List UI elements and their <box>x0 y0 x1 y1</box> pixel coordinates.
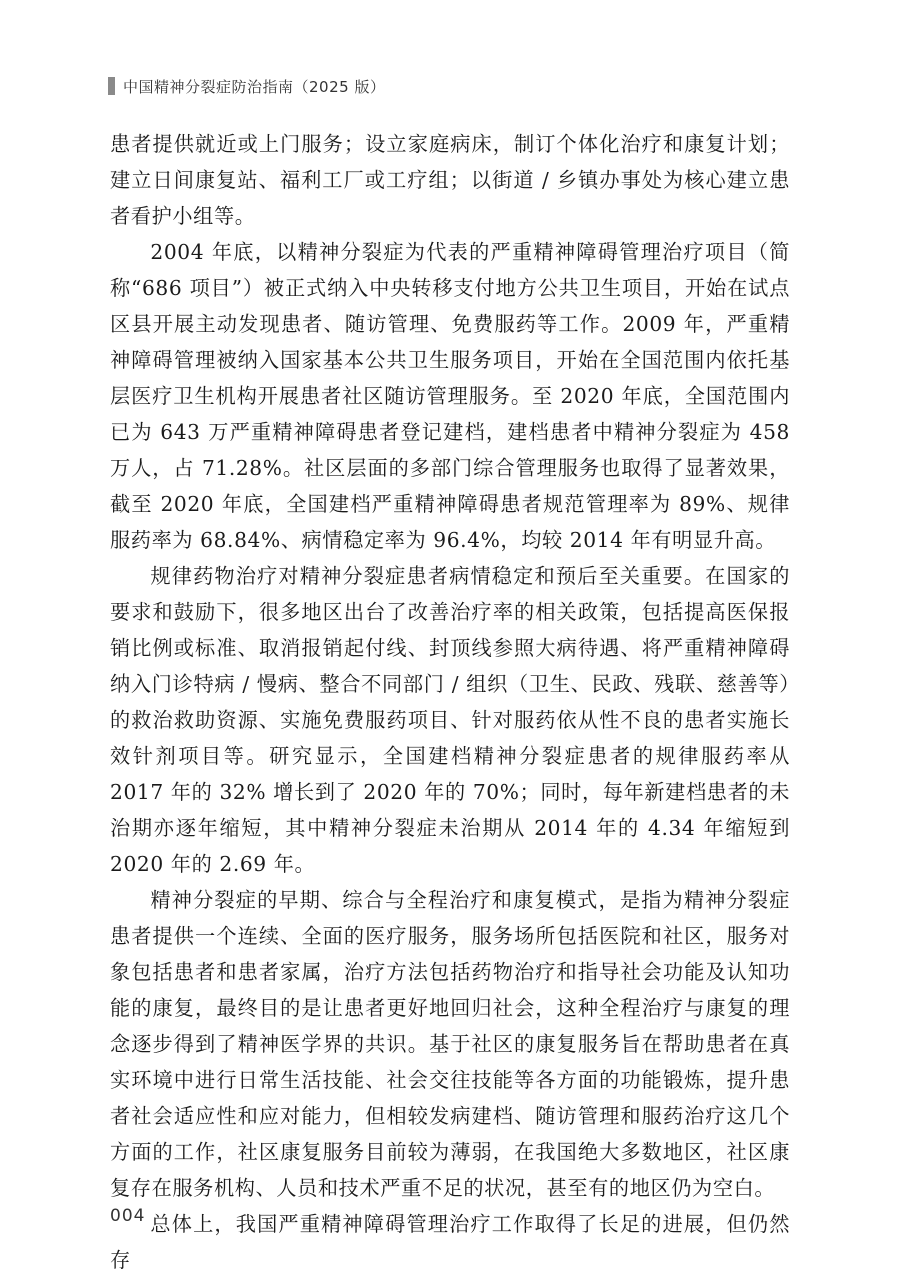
body-text <box>110 126 790 1278</box>
paragraph-medication-policy: 规律药物治疗对精神分裂症患者病情稳定和预后至关重要。在国家的要求和鼓励下，很多地区出台了改善治疗率的相关政策，包括提高医保报销比例或标准、取消报销起付线、封顶线参照大病待遇、将严重精神障碍纳入门诊特病 / 慢病、整合不同部门 / 组织（卫生、民政、残联、慈善等）的救治救助资源、实施免费服药项目、针对服药依从性不良的患者实施长效针剂项目等。研究显示，全国建档精神分裂症患者的规律服药率从 2017 年的 32% 增长到了 2020 年的 70%；同时，每年新建档患者的未治期亦逐年缩短，其中精神分裂症未治期从 2014 年的 4.34 年缩短到 2020 年的 2.69 年。 <box>110 564 790 876</box>
running-header <box>108 74 385 98</box>
paragraph-summary: 总体上，我国严重精神障碍管理治疗工作取得了长足的进展，但仍然存 <box>110 1212 790 1272</box>
header-marker-bar <box>108 77 115 95</box>
page-number: 004 <box>110 1206 146 1226</box>
paragraph-rehabilitation-model: 精神分裂症的早期、综合与全程治疗和康复模式，是指为精神分裂症患者提供一个连续、全面的医疗服务，服务场所包括医院和社区，服务对象包括患者和患者家属，治疗方法包括药物治疗和指导社会功能及认知功能的康复，最终目的是让患者更好地回归社会，这种全程治疗与康复的理念逐步得到了精神医学界的共识。基于社区的康复服务旨在帮助患者在真实环境中进行日常生活技能、社会交往技能等各方面的功能锻炼，提升患者社会适应性和应对能力，但相较发病建档、随访管理和服药治疗这几个方面的工作，社区康复服务目前较为薄弱，在我国绝大多数地区，社区康复存在服务机构、人员和技术严重不足的状况，甚至有的地区仍为空白。 <box>110 888 790 1200</box>
paragraph-continuation: 患者提供就近或上门服务；设立家庭病床，制订个体化治疗和康复计划；建立日间康复站、福利工厂或工疗组；以街道 / 乡镇办事处为核心建立患者看护小组等。 <box>110 132 790 228</box>
paragraph-686-project: 2004 年底，以精神分裂症为代表的严重精神障碍管理治疗项目（简称“686 项目”）被正式纳入中央转移支付地方公共卫生项目，开始在试点区县开展主动发现患者、随访管理、免费服药等工作。2009 年，严重精神障碍管理被纳入国家基本公共卫生服务项目，开始在全国范围内依托基层医疗卫生机构开展患者社区随访管理服务。至 2020 年底，全国范围内已为 643 万严重精神障碍患者登记建档，建档患者中精神分裂症为 458 万人，占 71.28%。社区层面的多部门综合管理服务也取得了显著效果，截至 2020 年底，全国建档严重精神障碍患者规范管理率为 89%、规律服药率为 68.84%、病情稳定率为 96.4%，均较 2014 年有明显升高。 <box>110 240 790 552</box>
header-title: 中国精神分裂症防治指南（2025 版） <box>123 77 386 96</box>
